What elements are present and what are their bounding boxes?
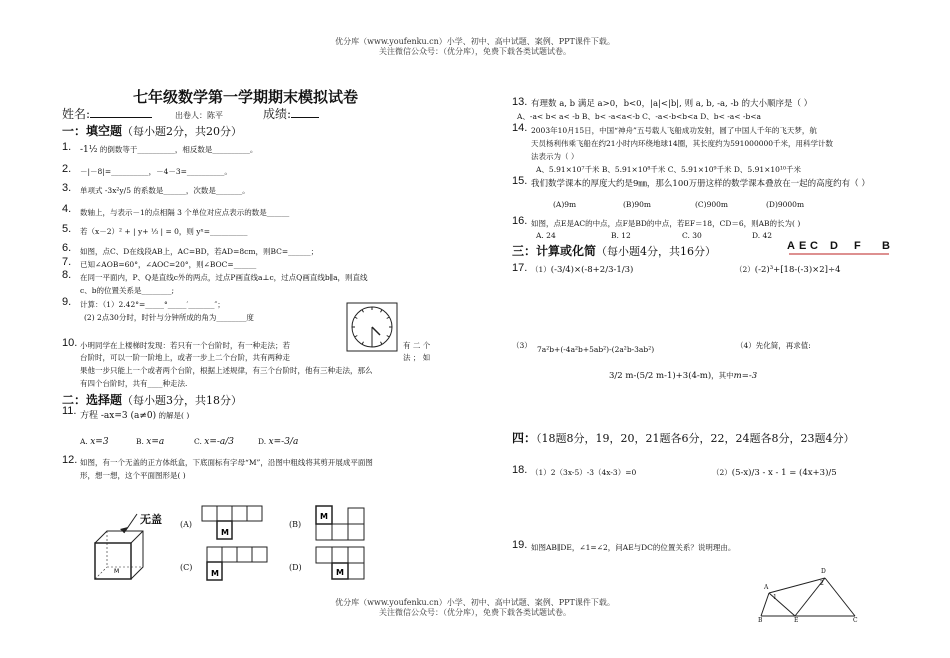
q15-opt-a: (A)9m [553,200,577,209]
tri-label-a: A [764,584,769,591]
q1-expr: -1½ [80,145,98,155]
q11-opt-d: x=-3/a [268,437,299,447]
score-blank[interactable] [291,117,319,118]
q17-3-expr: 7a²b+(-4a²b+5ab²)-(2a²b-3ab²) [537,345,655,354]
q11-number: 11. [62,405,77,417]
net-c-label: (C) [180,563,193,572]
q11-opt-c-label: C. [194,437,202,446]
svg-text:M: M [114,568,120,575]
q15-opt-d: (D)9000m [766,200,805,209]
q6-number: 6. [62,242,72,254]
net-b[interactable] [314,504,384,546]
net-b-label: (B) [289,520,302,529]
tri-label-2: 2 [820,580,824,587]
q9-text-a: 计算：（1）2.42°=_____°_____′_______″； [80,300,225,309]
q18-number: 18. [512,464,528,476]
section-1-note: （每小题2分，共20分） [122,125,243,138]
net-d-label: (D) [289,563,302,572]
q17-2-expr: (-2)³+[18-(-3)×2]÷4 [754,265,841,275]
q14-text-d: A、5.91×10⁷千米 B、5.91×10⁸千米 C、5.91×10⁹千米 D、5.91×10¹⁰千米 [536,165,801,174]
q17-4-expr: 3/2 m-(5/2 m-1)+3(4-m) [609,371,712,381]
net-a-label: (A) [180,520,193,529]
author-label: 出卷人：陈平 [175,111,223,120]
q10-text-b2: 法 ； 如 [403,353,431,362]
q10-text-c: 果他一步只能上一个或者两个台阶，根据上述规律，有三个台阶时，他有三种走法，那么 [80,366,373,375]
q18-2-expr: (5-x)/3 - x - 1 = (4x+3)/5 [731,468,837,478]
tri-label-b: B [758,617,763,624]
score-label: 成绩: [263,107,292,121]
q3-expr: 单项式 -3x²y/5 [80,186,131,195]
net-c[interactable] [205,543,271,583]
q16-number: 16. [512,215,528,227]
seg-label-f: F [854,240,861,252]
section-4-title: 四： [512,431,537,445]
q17-4-val: m=-3 [733,371,758,381]
q6-text: 如图，点C、D在线段AB上，AC=BD，若AD=8cm，则BC=______； [80,247,319,256]
q2-number: 2. [62,163,72,175]
section-1-title: 一：填空题 [62,124,123,138]
seg-label-a: A [787,240,795,252]
q15-number: 15. [512,175,528,187]
q13-text-b: A、-a< b< a< -b B、b< -a<a<-b C、-a<-b<b<a D、b< -a< -b<a [517,112,761,121]
footer-line-2: 关注微信公众号：（优分库），免费下载各类试题试卷。 [379,608,571,617]
q11-text: 的解是( ) [158,411,190,420]
q16-opt-b: B. 12 [611,231,631,240]
q18-2-label: （2） [712,468,732,477]
q5-text-b: | = 0，则 yˣ=__________ [160,227,248,236]
header-line-2: 关注微信公众号：（优分库），免费下载各类试题试卷。 [379,47,571,56]
q9-text-b: (2) 2点30分时，时针与分钟所成的角为________度 [84,313,254,322]
q10-text-a2: 有 二 个 [403,341,431,350]
q13-text-a: 有理数 a, b 满足 a>0，b<0，|a|<|b|, 则 a, b, -a, -b 的大小顺序是（ ） [531,99,813,109]
section-3-title: 三：计算或化简 [512,244,597,258]
q17-2-label: （2） [735,265,755,274]
q5-number: 5. [62,223,72,235]
q16-opt-a: A. 24 [536,231,556,240]
section-3-note: （每小题4分，共16分） [596,245,717,258]
q4-number: 4. [62,203,72,215]
q5-text-a: 若（x－2）² + | y+ [80,227,149,236]
q19-text: 如图AB∥DE，∠1=∠2，问AE与DC的位置关系？说明理由。 [531,543,736,552]
q17-1-expr: (-3/4)×(-8+2/3-1/3) [550,265,634,275]
tri-label-1: 1 [773,594,777,601]
header-line-1: 优分库（www.youfenku.cn）小学、初中、高中试题、案例、PPT课件下载。 [335,37,615,46]
seg-label-e: E [799,240,807,252]
tri-label-c: C [853,617,858,624]
q10-text-b: 台阶时，可以一阶一阶地上，或者一步上二个台阶，共有两种走 [80,353,290,362]
tri-label-e: E [794,617,799,624]
seg-label-c: C [810,240,818,252]
q16-text-a: 如图，点E是AC的中点，点F是BD的中点，若EF＝18，CD＝6，则AB的长为( ) [531,219,801,228]
q8-number: 8. [62,269,72,281]
q9-number: 9. [62,296,72,308]
q11-expr: 方程 -ax=3 (a≠0) [80,411,157,421]
q15-text-a: 我们数学课本的厚度大约是9㎜，那么100万册这样的数学课本叠放在一起的高度约有（ ） [531,179,870,189]
clock-figure [346,302,398,352]
q14-text-a: 2003年10月15日，中国“神舟”五号载人飞船成功发射，圆了中国人千年的飞天梦，航 [531,126,817,135]
q11-opt-b: x=a [146,437,165,447]
svg-text:M: M [221,528,229,537]
svg-text:M: M [320,512,328,521]
q17-4-where: ，其中 [711,371,734,380]
net-d[interactable] [314,543,374,583]
q14-number: 14. [512,122,528,134]
section-2-title: 二：选择题 [62,393,123,407]
q16-opt-c: C. 30 [682,231,702,240]
q17-3-label: （3） [512,341,532,350]
q4-text: 数轴上，与表示－1的点相隔 3 个单位对应点表示的数是______ [80,208,290,217]
q14-text-c: 法表示为（ ） [531,152,579,161]
q13-number: 13. [512,96,528,108]
q17-1-label: （1） [531,265,551,274]
q11-opt-c: x=-a/3 [204,437,235,447]
q12-number: 12. [62,454,78,466]
open-box-figure [92,505,162,585]
net-a[interactable] [200,504,270,544]
seg-label-b: B [882,240,890,252]
q11-opt-a-label: A. [80,437,88,446]
q10-text-d: 有四个台阶时，共有____种走法. [80,379,188,388]
q10-number: 10. [62,337,78,349]
q7-text: 已知∠AOB=60°，∠AOC=20°，则∠BOC=______ [80,260,257,269]
svg-text:M: M [211,569,219,578]
q15-opt-c: (C)900m [695,200,729,209]
q11-opt-b-label: B. [136,437,144,446]
exam-title: 七年级数学第一学期期末模拟试卷 [133,88,359,106]
section-2-note: （每小题3分，共18分） [122,394,243,407]
q3-number: 3. [62,182,72,194]
q12-text-a: 如图，有一个无盖的正方体纸盒，下底面标有字母“M”，沿图中粗线将其剪开展成平面图 [80,458,373,467]
q15-opt-b: (B)90m [623,200,652,209]
q12-text-b: 形，想一想，这个平面图形是( ) [80,471,186,480]
q14-text-b: 天员杨利伟乘飞船在约21小时内环绕地球14圈，其长度约为591000000千米，用科学计数 [531,139,834,148]
q8-text-a: 在同一平面内，P、Q是直线c外的两点，过点P画直线a⊥c，过点Q画直线b∥a，则直线 [80,273,368,282]
q1-number: 1. [62,141,72,153]
q18-1-text: （1）2（3x-5）-3（4x-3）=0 [531,468,637,477]
q16-opt-d: D. 42 [752,231,773,240]
q7-number: 7. [62,256,72,268]
q11-opt-d-label: D. [258,437,267,446]
q17-number: 17. [512,262,528,274]
q19-number: 19. [512,539,528,551]
seg-label-d: D [830,240,838,252]
q2-text: －|－8|=__________，－4－3=__________。 [80,167,232,176]
no-lid-label: 无盖 [140,513,162,526]
svg-text:M: M [336,568,344,577]
footer-line-1: 优分库（www.youfenku.cn）小学、初中、高中试题、案例、PPT课件下载。 [335,598,615,607]
name-label: 姓名: [62,107,91,121]
section-4-note: （18题8分，19，20，21题各6分，22，24题各8分，23题4分） [536,432,855,445]
q8-text-b: c、b的位置关系是________; [80,286,175,295]
name-blank[interactable] [90,117,152,118]
q17-4-label: （4）先化简，再求值: [736,341,811,350]
q10-text-a: 小明同学在上楼梯时发现：若只有一个台阶时，有一种走法；若 [80,341,290,350]
q3-text: 的系数是______，次数是_______。 [133,186,250,195]
q11-opt-a: x=3 [90,437,109,447]
q1-text: 的倒数等于__________，相反数是__________。 [99,145,258,154]
tri-label-d: D [821,568,826,575]
